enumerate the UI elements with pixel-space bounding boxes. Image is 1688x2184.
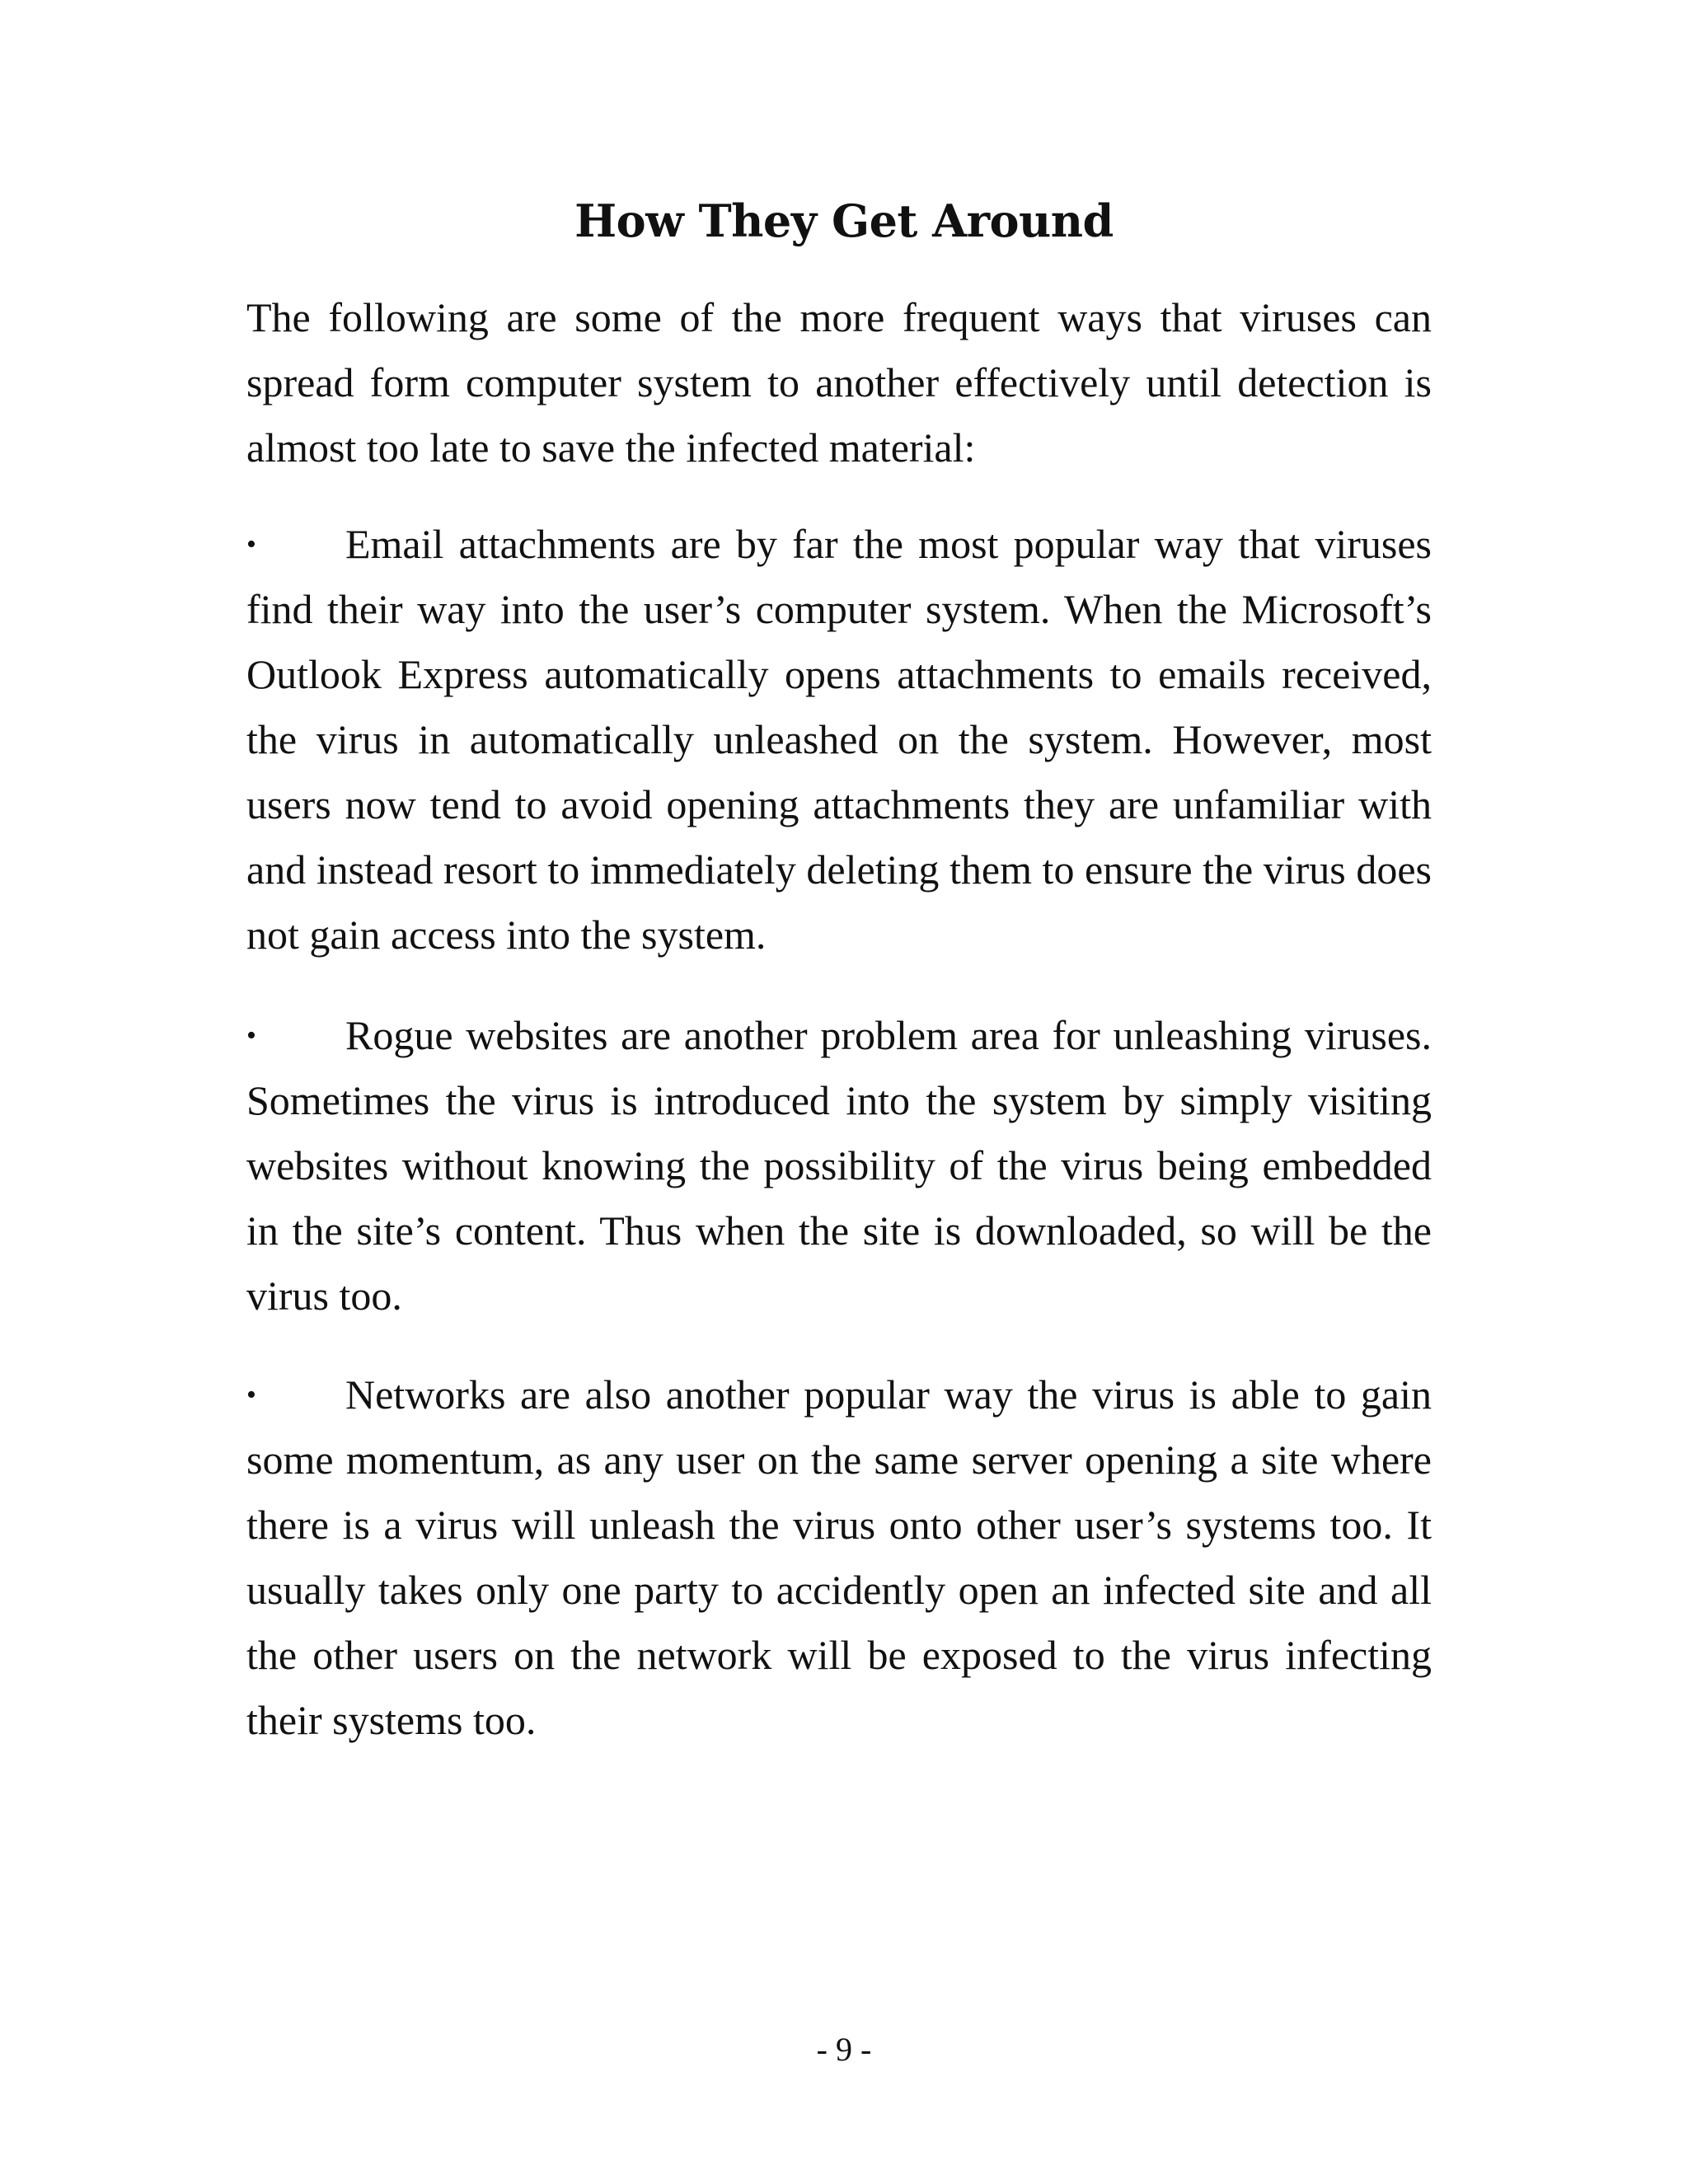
bullet-item-rogue-websites (246, 1003, 1432, 1329)
page-number: - 9 - (816, 2031, 872, 2068)
bullet-icon: • (246, 1380, 256, 1410)
page-heading: How They Get Around (574, 194, 1114, 247)
bullet-text: Email attachments are by far the most popular way that viruses find their way into the user’s computer system. When the Microsoft’s Outlook Express automatically opens attachments to emails received, the virus in automatically unleashed on the system. However, most users now tend to avoid opening attachments they are unfamiliar with and instead resort to immediately deleting them to ensure the virus does not gain access into the system. (246, 521, 1432, 958)
bullet-icon: • (246, 1020, 256, 1051)
bullet-text: Networks are also another popular way the virus is able to gain some momentum, as any user on the same server opening a site where there is a virus will unleash the virus onto other user’s systems too. It usually takes only one party to accidently open an infected site and all the other users on the network will be exposed to the virus infecting their systems too. (246, 1371, 1432, 1743)
bullet-text: Rogue websites are another problem area for unleashing viruses. Sometimes the virus is introduced into the system by simply visiting websites without knowing the possibility of the virus being embedded in the site’s content. Thus when the site is downloaded, so will be the virus too. (246, 1012, 1432, 1319)
bullet-item-email-attachments (246, 512, 1432, 968)
intro-paragraph: The following are some of the more frequent ways that viruses can spread form computer system to another effectively until detection is almost too late to save the infected material: (246, 294, 1432, 471)
bullet-item-networks (246, 1362, 1432, 1753)
bullet-icon: • (246, 529, 256, 560)
